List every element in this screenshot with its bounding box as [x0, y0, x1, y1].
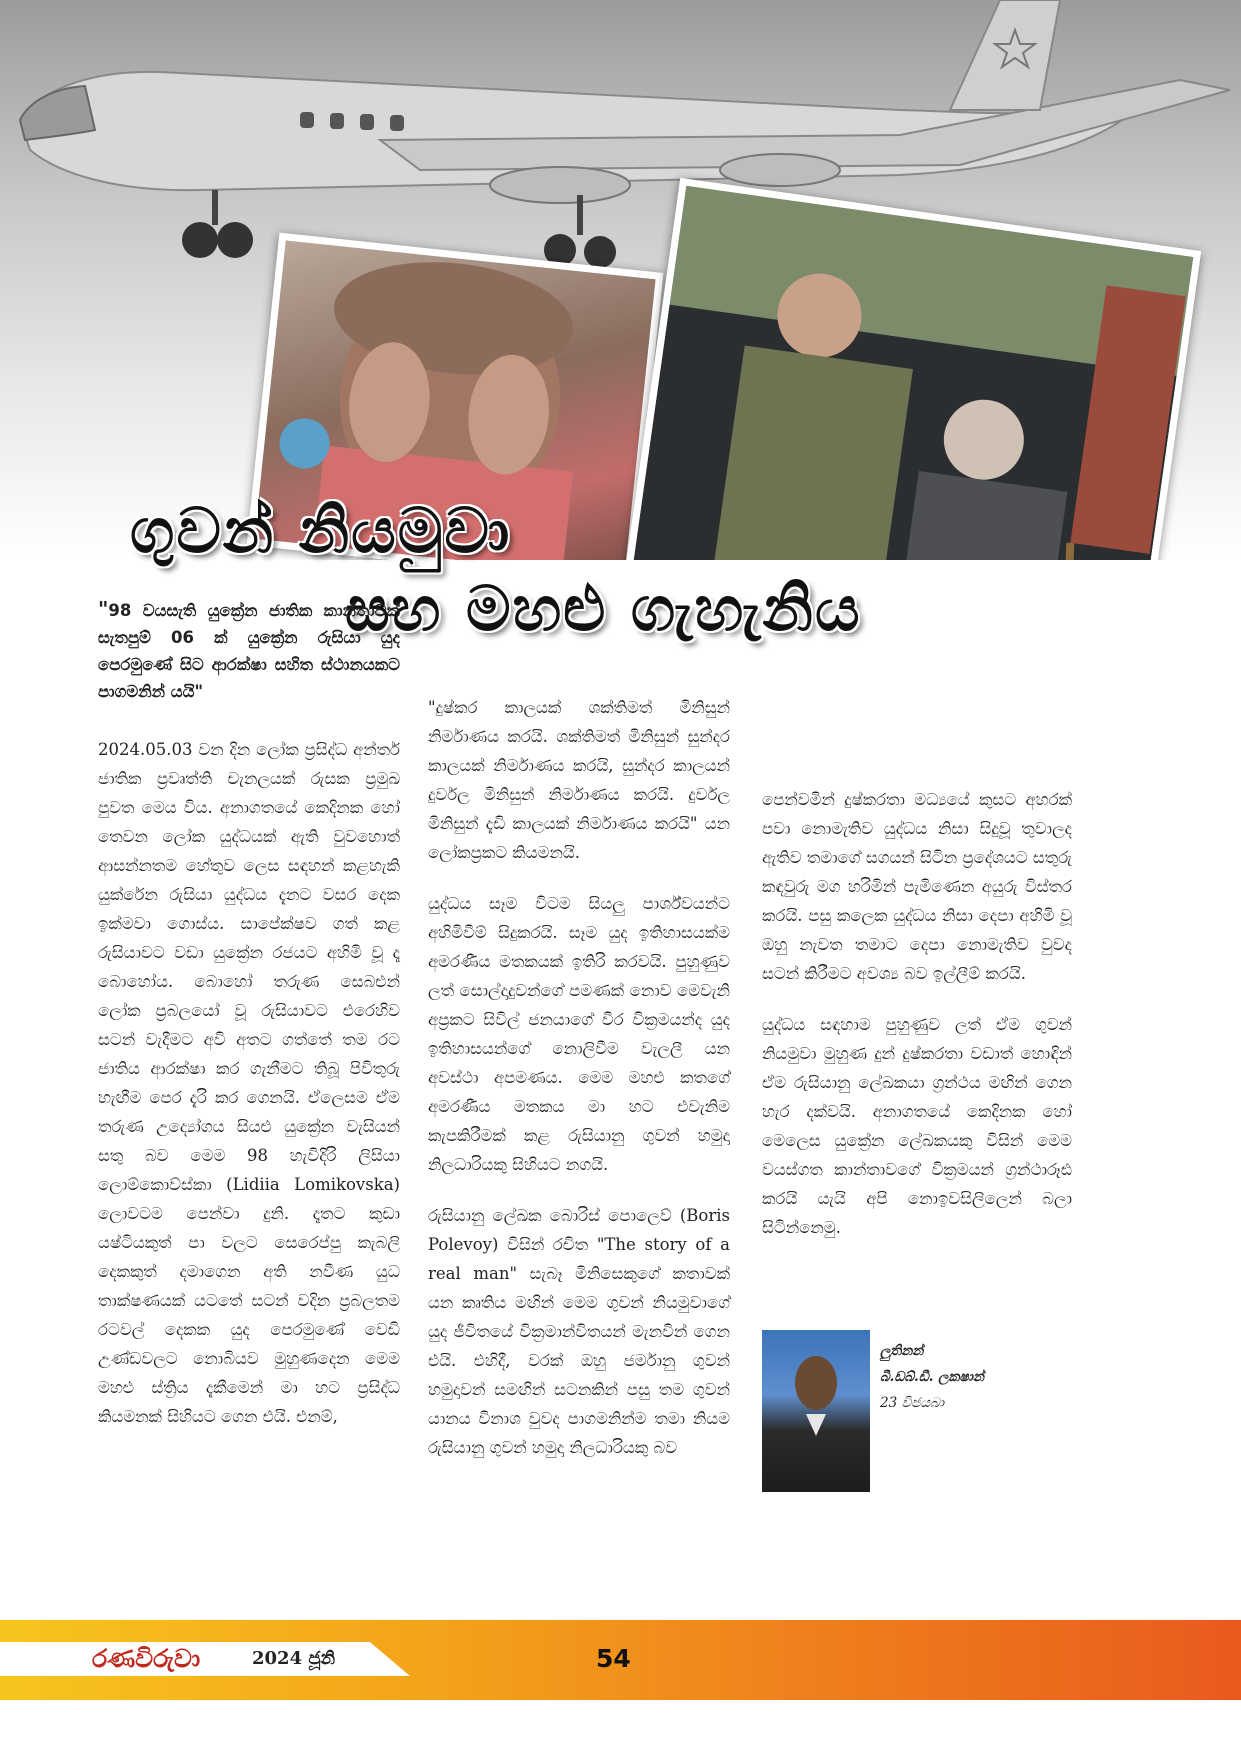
author-collar — [806, 1414, 826, 1436]
page-number: 54 — [596, 1644, 631, 1673]
footer-white-band — [0, 1642, 410, 1676]
headline-line-1: ගුවන් නියමුවා — [130, 494, 512, 567]
magazine-brand: රණවිරුවා — [92, 1644, 201, 1673]
author-name: බී.ඩබ්.ඩී. ලකෂාන් — [880, 1369, 984, 1385]
issue-date: 2024 ජූනි — [252, 1648, 336, 1669]
author-face — [795, 1356, 837, 1410]
author-credit — [880, 1338, 984, 1416]
article-column-1 — [98, 596, 400, 1453]
author-rank: ලුතිනන් — [880, 1343, 924, 1359]
page-footer — [0, 1620, 1241, 1700]
column-3-paragraph-1: පෙන්වමින් දුෂ්කරතා මධ්‍යයේ කුසට අහරක් පවා නොමැතිව යුද්ධය නිසා සිදුවූ තුවාලද ඇතිව තමාගේ සගයන් සිටින ප්‍රදේශයට සතුරු කඳවුරු මග හරිමින් පැමිණෙන අයුරු විස්තර කරයි. පසු කලෙක යුද්ධය නිසා දෙපා අහිමි වූ ඔහු නැවත තමාට දෙපා නොමැතිව වුවද සටන් කිරීමට අවශ්‍ය බව ඉල්ලීම් කරයි. — [762, 790, 1072, 983]
subhead-quote-mark: " — [98, 597, 109, 621]
author-block — [762, 1330, 1102, 1495]
column-2-paragraph-2: යුද්ධය සෑම විටම සියලු පාර්ශ්වයන්ට අහිමිවීම් සිදුකරයි. සෑම යුද ඉතිහාසයක්ම අමරණීය මතකයක් ඉතිරි කරවයි. පුහුණුව ලත් සොල්දාදුවන්ගේ පමණක් නොව මෙවැනි අප්‍රකට සිවිල් ජනයාගේ වීර වික්‍රමයන්ද යුද ඉතිහාසයන්ගේ නොලිවීම වැලලී යන අවස්ථා අපමණය. මෙම මහළු කතගේ අමරණීය මතකය මා හට එවැනිම කැපකිරීමක් කළ රුසියානු ගුවන් හමුදා නිලධාරියකු සිහියට නගයි. — [428, 894, 730, 1174]
author-portrait — [762, 1330, 870, 1492]
author-unit: 23 විජයබා — [880, 1395, 945, 1411]
column-2-paragraph-1: "දුෂ්කර කාලයක් ශක්තිමත් මිනිසුන් නිර්මාණය කරයි. ශක්තිමත් මිනිසුන් සුන්දර කාලයක් නිර්මාණය කරයි, සුන්දර කාලයන් දුර්වල මිනිසුන් නිර්මාණය කරයි. දුර්වල මිනිසුන් දැඩි කාලයක් නිර්මාණය කරයි" යන ලෝකප්‍රකට කියමනයි. — [428, 698, 730, 862]
column-3-paragraph-2: යුද්ධය සඳහාම පුහුණුව ලත් ඒම ගුවන් නියමුවා මුහුණ දුන් දුෂ්කරතා වඩාත් හොඳින් ඒම රුසියානු ලේඛකයා ග්‍රන්ථය මඟින් ගෙන හැර දක්වයි. අනාගතයේ කෙදිනක හෝ මෙලෙස යුක්‍රේන ලේඛකයකු විසින් මෙම වයස්ගත කාන්තාවගේ වික්‍රමයන් ග්‍රන්ථාරූඪ කරයි යැයි අපි නොඉවසිලිලෙන් බලා සිටින්නෙමු. — [762, 1015, 1072, 1237]
article-subhead — [98, 596, 400, 705]
subhead-text: 98 වයසැති යුක්‍රේන ජාතික කාන්තාවක් සැතපුම් 06 ක් යුක්‍රේන රුසියා යුද පෙරමුණේ සිට ආරක්ෂා සහිත ස්ථානයකට පාගමනින් යයි" — [98, 601, 400, 701]
hero-image-area — [0, 0, 1241, 560]
column-1-paragraph: 2024.05.03 වන දින ලෝක ප්‍රසිද්ධ අන්තර් ජාතික ප්‍රවෘත්ති චැනලයක් රුසක ප්‍රමුඛ පුවත මෙය විය. අනාගතයේ කෙදිනක හෝ තෙවන ලෝක යුද්ධයක් ඇති වුවහොත් ආසන්නතම හේතුව ලෙස සඳහන් කළහැකි යුක්රේන රුසියා යුද්ධය දැනට වසර දෙක ඉක්මවා ගොස්ය. සාපේක්ෂව ගත් කළ රුසියාවට වඩා යුක්‍රේන රජයට අහිමි වූ දෑ බොහෝය. බොහෝ තරුණ සෙබළුන් ලෝක ප්‍රබලයෝ වූ රුසියාවට එරෙහිව සටන් වැදීමට අවි අතට ගත්තේ තම රට ජාතිය ආරක්ෂා කර ගැනීමට තිබූ පිවිතුරු හැඟීම පෙර දැරි කර ගෙනයි. ඒලෙසම ඒම තරුණ උද්‍යෝගය සියළු යුක්‍රේන වැසියන් සතු බව මෙම 98 හැවිදිරි ලිසියා ලොම්කොව්ස්කා (Lidiia Lomikovska) ලොවටම පෙන්වා දුනි. දෑතට කුඩා යෂ්ටියකුත් පා වලට සෙරෙප්පු කැබලි දෙකකුත් දමාගෙන අති නවීණ යුධ තාක්ෂණයක් යටතේ සටන් වදින ප්‍රබලතම රටවල් දෙකක යුද පෙරමුණේ වෙඩි උණ්ඩවලට නොබියව මුහුණදෙන මෙම මහළු ස්ත්‍රිය දැකීමෙන් මා හට ප්‍රසිද්ධ කියමනක් සිහියට ගෙන එයි. එනම්, — [98, 740, 400, 1426]
article-column-3 — [762, 785, 1072, 1264]
headline-line-2: සහ මහළු ගැහැනිය — [345, 572, 862, 645]
column-2-paragraph-3: රුසියානු ලේඛක බොරිස් පොලෙව් (Boris Polevoy) විසින් රචිත "The story of a real man" සැබෑ මිනිසෙකුගේ කතාවක් යන කෘතිය මඟින් මෙම ගුවන් නියමුවාගේ යුද ජීවිතයේ වික්‍රමාන්විතයන් මැනවින් ගෙන එයි. එහිදී, වරක් ඔහු ජර්මානු ගුවන් හමුදාවන් සමඟින් සටනකින් පසු තම ගුවන් යානය විනාශ වුවද පාගමනින්ම තමා නියම රුසියානු ගුවන් හමුදා නිලධාරියකු බව — [428, 1206, 730, 1457]
article-column-2 — [428, 693, 730, 1484]
